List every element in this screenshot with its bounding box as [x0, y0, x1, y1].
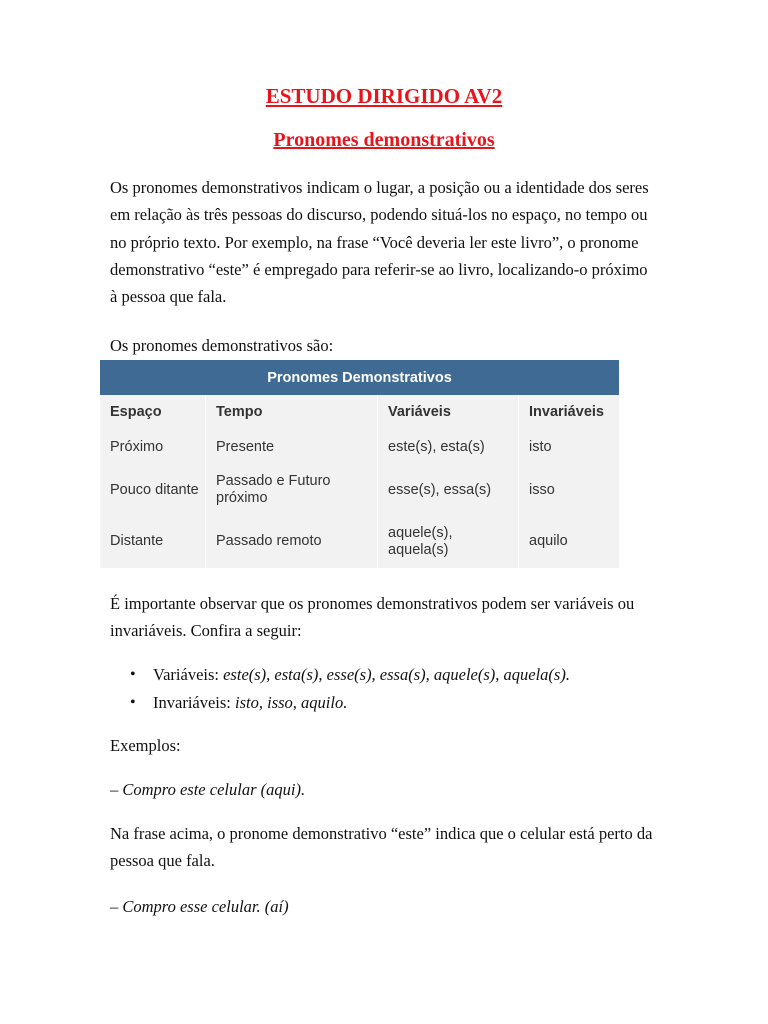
bullet-list	[110, 661, 670, 717]
bullet-items: isto, isso, aquilo.	[235, 693, 348, 712]
table-cell: esse(s), essa(s)	[388, 481, 492, 498]
table-cell: Distante	[110, 533, 164, 549]
column-tempo	[205, 395, 378, 568]
list-item	[110, 689, 670, 717]
examples-label: Exemplos:	[110, 736, 181, 755]
column-variaveis	[377, 395, 519, 568]
table-cell: Presente	[216, 439, 275, 455]
bullet-label: Invariáveis:	[153, 693, 236, 712]
table-header-cell: Variáveis	[388, 404, 451, 420]
example-2	[110, 893, 658, 920]
table-cell: Próximo	[110, 439, 164, 455]
example-dash: –	[110, 897, 123, 916]
table-cell: isto	[529, 439, 552, 455]
column-espaco	[100, 395, 205, 568]
example-1	[110, 776, 658, 803]
list-item	[110, 661, 670, 689]
intro-paragraph: Os pronomes demonstrativos indicam o lugar, a posição ou a identidade dos seres em relação às três pessoas do discurso, podendo situá-los no espaço, no tempo ou no próprio texto. Por exemplo, na frase “Você deveria ler este livro”, o pronome demonstrativo “este” é empregado para referir-se ao livro, localizando-o próximo à pessoa que fala.	[110, 178, 649, 307]
table-cell: Passado remoto	[216, 533, 322, 549]
example-dash: –	[110, 780, 123, 799]
table-cell: Pouco ditante	[110, 481, 199, 498]
document-title: ESTUDO DIRIGIDO AV2	[265, 84, 503, 108]
table-caption: Pronomes Demonstrativos	[100, 360, 619, 395]
column-invariaveis	[518, 395, 620, 568]
table-cell: este(s), esta(s)	[388, 439, 485, 455]
table-cell: isso	[529, 481, 555, 498]
document-subtitle: Pronomes demonstrativos	[273, 129, 495, 151]
observation-paragraph: É importante observar que os pronomes demonstrativos podem ser variáveis ou invariáveis. Confira a seguir:	[110, 594, 635, 641]
explanation-paragraph: Na frase acima, o pronome demonstrativo “este” indica que o celular está perto da pessoa que fala.	[110, 824, 653, 871]
table-header-cell: Invariáveis	[529, 404, 604, 420]
example-text: Compro este celular (aqui).	[122, 780, 306, 799]
pronouns-table	[100, 360, 619, 568]
table-cell: Passado e Futuro próximo	[216, 473, 331, 506]
example-text: Compro esse celular. (aí)	[122, 897, 289, 916]
bullet-label: Variáveis:	[153, 665, 224, 684]
table-cell: aquilo	[529, 533, 568, 549]
bullet-items: este(s), esta(s), esse(s), essa(s), aquele(s), aquela(s).	[223, 665, 570, 684]
bullet-icon: •	[130, 694, 136, 711]
table-intro: Os pronomes demonstrativos são:	[110, 336, 334, 355]
table-header-cell: Tempo	[216, 404, 263, 420]
table-body	[100, 395, 619, 568]
table-cell: aquele(s), aquela(s)	[388, 524, 453, 558]
table-header-cell: Espaço	[110, 404, 162, 420]
bullet-icon: •	[130, 666, 136, 683]
